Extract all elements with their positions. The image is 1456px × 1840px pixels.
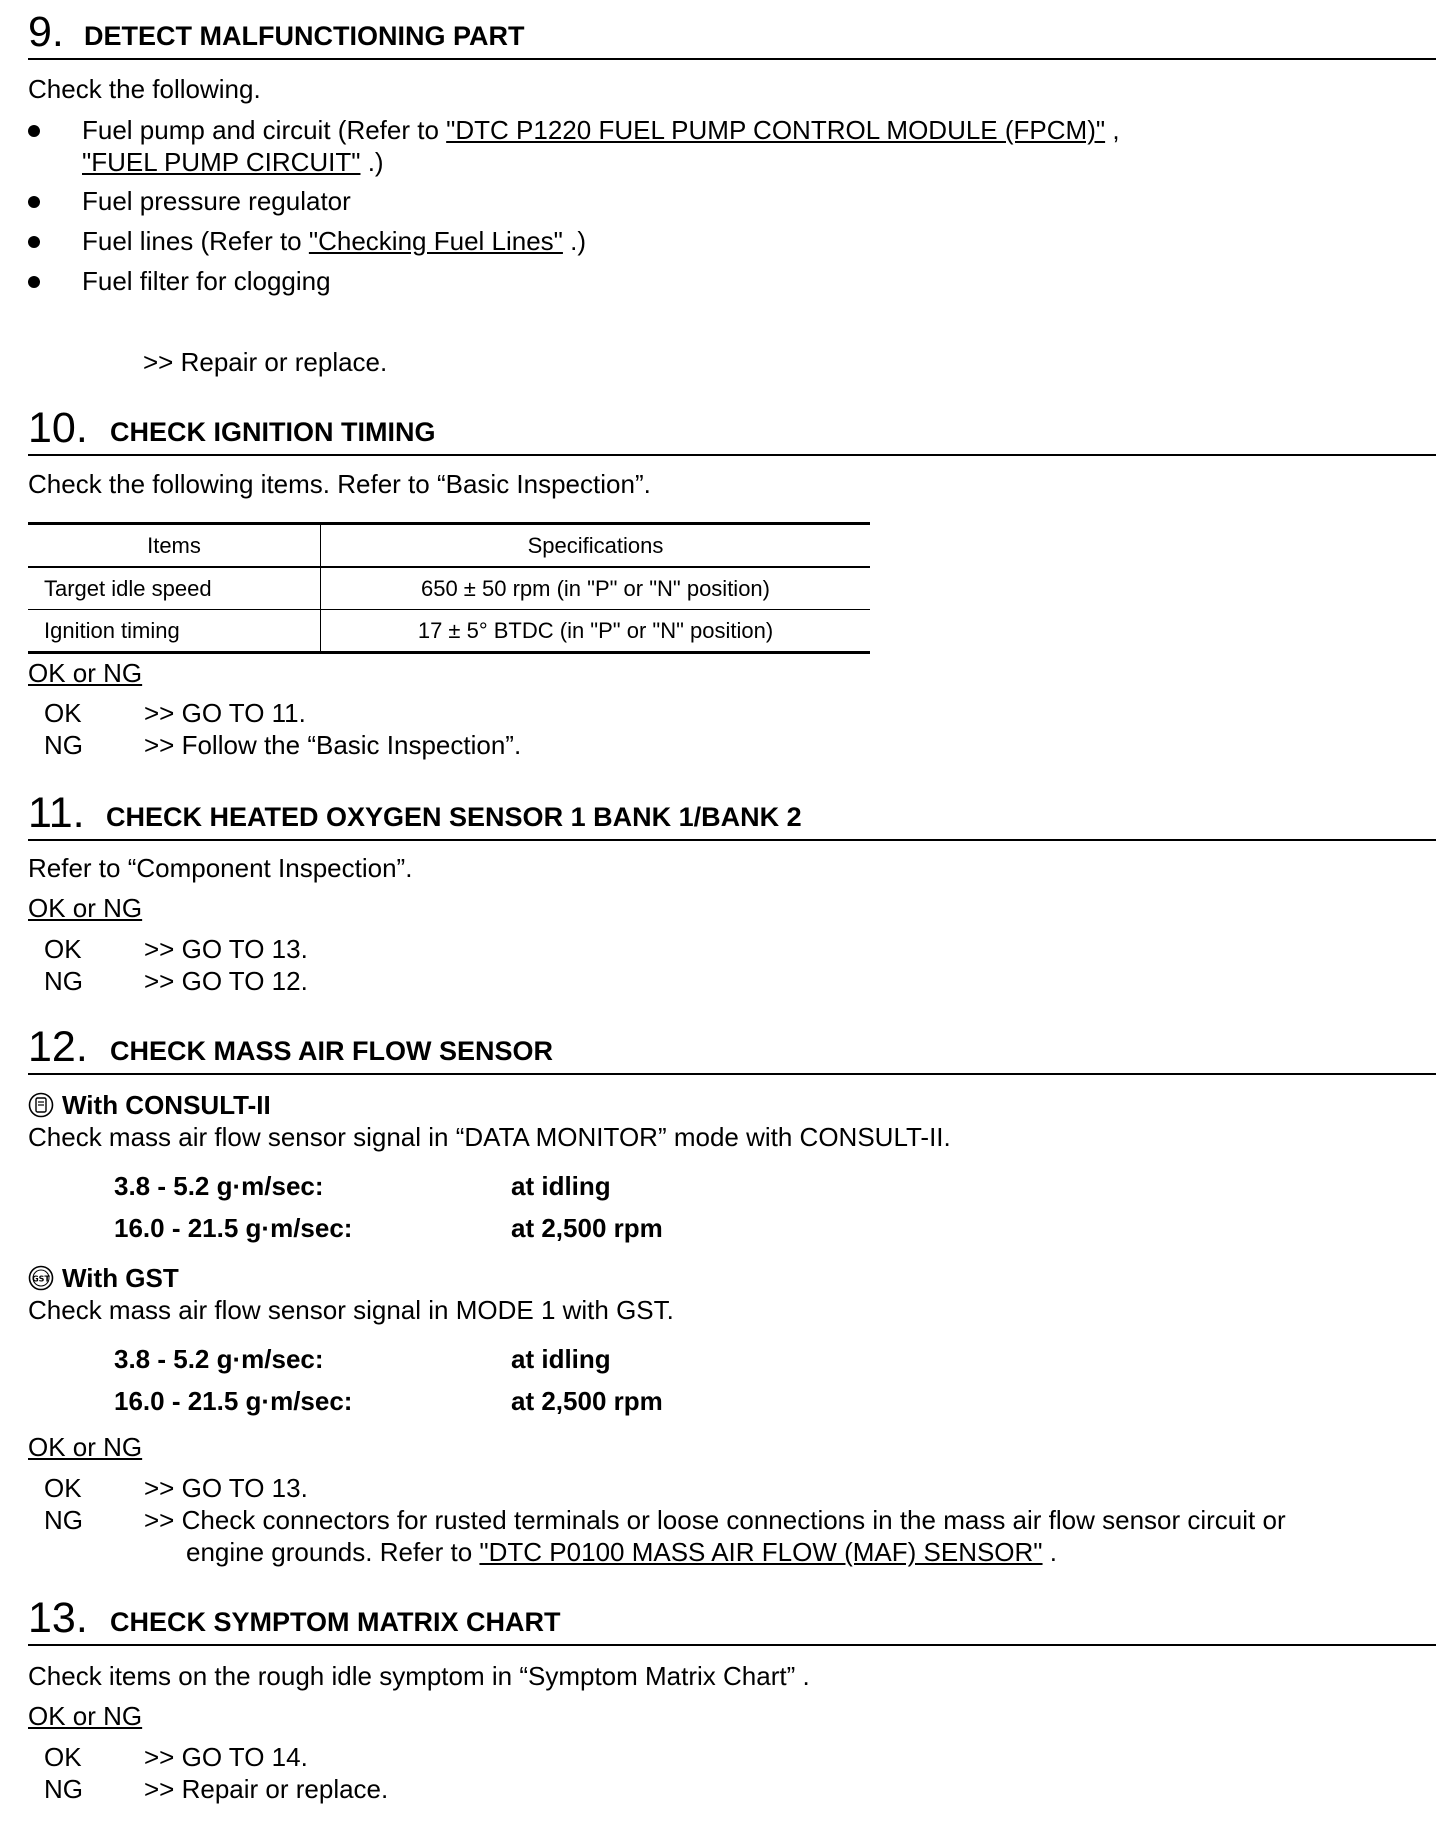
heading-rule [28,454,1436,456]
spec-value-row: 16.0 - 21.5 g·m/sec: at 2,500 rpm [114,1386,663,1416]
section-13-intro: Check items on the rough idle symptom in “Symptom Matrix Chart” . [28,1661,810,1691]
section-9-heading [28,10,1436,60]
link-dtc-p0100[interactable]: "DTC P0100 MASS AIR FLOW (MAF) SENSOR" [479,1537,1043,1567]
section-11-intro: Refer to “Component Inspection”. [28,853,413,883]
heading-rule [28,839,1436,841]
link-fuel-pump-circuit[interactable]: "FUEL PUMP CIRCUIT" [82,147,361,177]
step-number: 13. [28,1594,88,1642]
section-10-heading [28,406,1436,456]
section-12-heading [28,1025,1436,1075]
table-row [28,610,870,653]
spec-value-row: 3.8 - 5.2 g·m/sec: at idling [114,1344,611,1374]
gst-instruction: Check mass air flow sensor signal in MODE 1 with GST. [28,1295,674,1325]
step-number: 10. [28,404,88,452]
bullet-dot [28,276,40,288]
ok-or-ng-label: OK or NG [28,1432,143,1462]
column-header: Specifications [527,532,664,558]
bullet-dot [28,196,40,208]
bullet-dot [28,125,40,137]
heading-rule [28,58,1436,60]
bullet-item: Fuel pump and circuit (Refer to "DTC P1220 FUEL PUMP CONTROL MODULE (FPCM)" , "FUEL PUMP CIRCUIT" .) [28,114,1428,178]
bullet-item: Fuel lines (Refer to "Checking Fuel Lines" .) [28,225,828,257]
section-11-heading [28,791,1436,841]
gst-icon [28,1265,54,1291]
specification-table [28,522,870,654]
result-ok: OK >> GO TO 13. [44,1473,308,1503]
table-cell: Target idle speed [28,567,321,610]
table-cell: Ignition timing [28,610,321,653]
result-ng: NG >> Repair or replace. [44,1774,389,1804]
ok-or-ng-label: OK or NG [28,658,143,688]
column-header: Items [28,524,321,568]
step-number: 11. [28,789,85,837]
section-9-intro: Check the following. [28,74,261,104]
table-cell: 650 ± 50 rpm (in "P" or "N" position) [420,575,770,601]
heading-rule [28,1073,1436,1075]
ok-or-ng-label: OK or NG [28,1701,143,1731]
step-title: CHECK MASS AIR FLOW SENSOR [110,1036,554,1066]
consult-heading: With CONSULT-II [28,1089,271,1121]
step-number: 12. [28,1023,88,1071]
spec-value-row: 16.0 - 21.5 g·m/sec: at 2,500 rpm [114,1213,663,1243]
table-header-row [28,524,870,568]
consult-icon [28,1092,54,1118]
bullet-item: Fuel pressure regulator [28,185,828,217]
table-cell: 17 ± 5° BTDC (in "P" or "N" position) [417,617,774,643]
heading-rule [28,1644,1436,1646]
result-ok: OK >> GO TO 11. [44,698,306,728]
gst-heading: GST With GST [28,1262,179,1294]
table-row [28,567,870,610]
section-13-heading [28,1596,1436,1646]
section-9-action: >> Repair or replace. [143,347,388,377]
svg-text:GST: GST [32,1274,50,1284]
section-10-intro: Check the following items. Refer to “Basic Inspection”. [28,469,651,499]
result-ng: NG >> Follow the “Basic Inspection”. [44,730,522,760]
bullet-dot [28,236,40,248]
step-title: DETECT MALFUNCTIONING PART [84,21,525,51]
result-ng: NG >> GO TO 12. [44,966,308,996]
step-title: CHECK SYMPTOM MATRIX CHART [110,1607,561,1637]
ok-or-ng-label: OK or NG [28,893,143,923]
result-ok: OK >> GO TO 14. [44,1742,308,1772]
step-title: CHECK HEATED OXYGEN SENSOR 1 BANK 1/BANK 2 [106,802,802,832]
result-ng: NG >> Check connectors for rusted terminals or loose connections in the mass air flow sensor circuit or engine grounds. Refer to "DTC P0100 MASS AIR FLOW (MAF) SENSOR" . [44,1505,1286,1567]
bullet-item: Fuel filter for clogging [28,265,828,297]
step-title: CHECK IGNITION TIMING [110,417,436,447]
link-dtc-p1220[interactable]: "DTC P1220 FUEL PUMP CONTROL MODULE (FPCM)" [446,115,1106,145]
result-ok: OK >> GO TO 13. [44,934,308,964]
consult-instruction: Check mass air flow sensor signal in “DATA MONITOR” mode with CONSULT-II. [28,1122,951,1152]
link-checking-fuel-lines[interactable]: "Checking Fuel Lines" [308,226,563,256]
spec-value-row: 3.8 - 5.2 g·m/sec: at idling [114,1171,611,1201]
step-number: 9. [28,8,64,56]
